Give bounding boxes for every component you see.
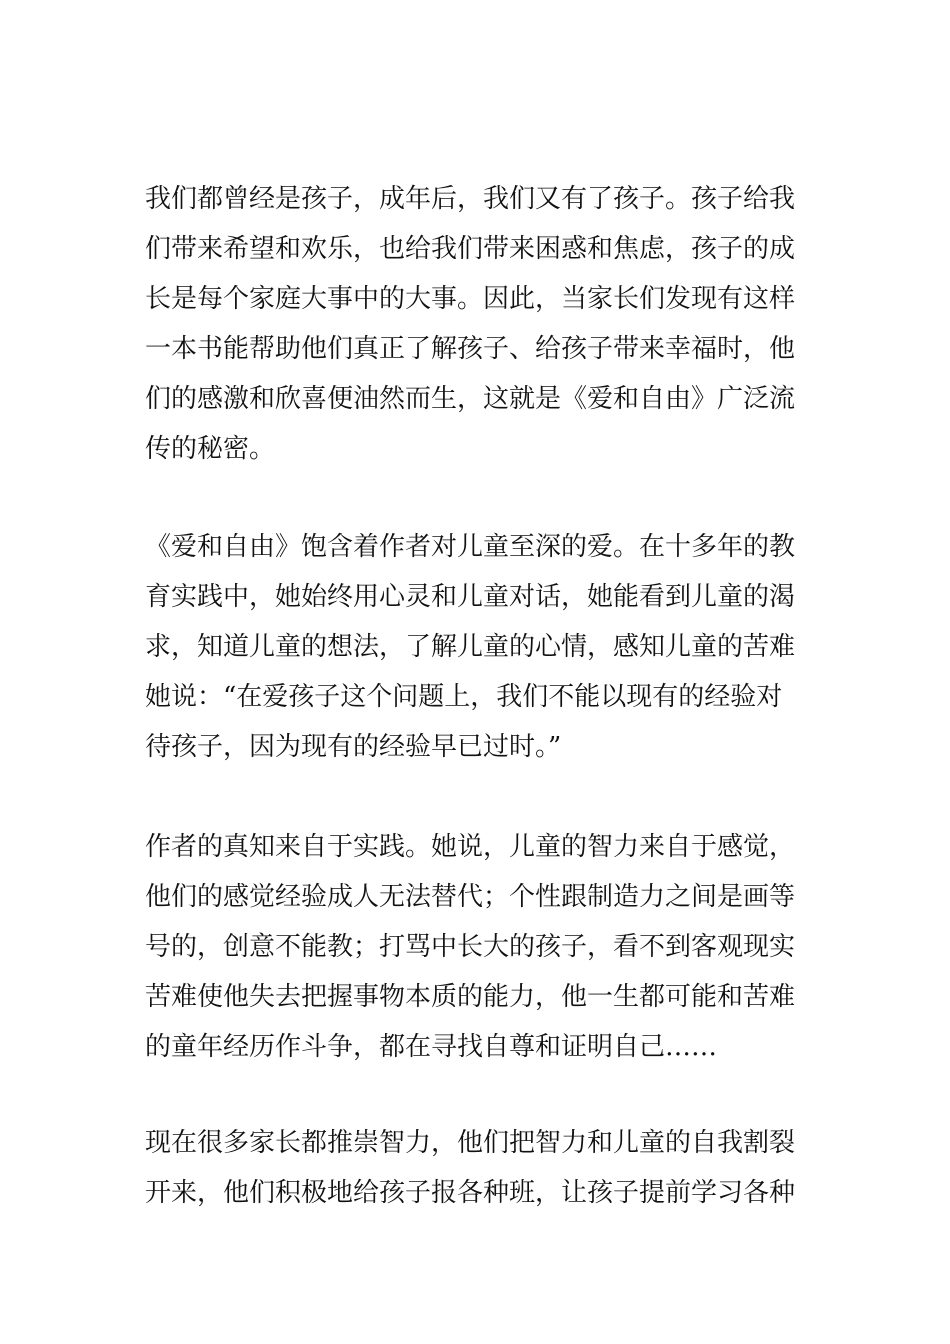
text-line: 现在很多家长都推崇智力，他们把智力和儿童的自我割裂 <box>145 1128 796 1158</box>
text-line: 求，知道儿童的想法，了解儿童的心情，感知儿童的苦难 <box>145 632 796 662</box>
text-line: 待孩子，因为现有的经验早已过时。” <box>145 732 562 762</box>
paragraph-4 <box>145 1118 815 1218</box>
paragraph-3 <box>145 822 815 1072</box>
text-line: 长是每个家庭大事中的大事。因此，当家长们发现有这样 <box>145 284 796 314</box>
text-line: 他们的感觉经验成人无法替代；个性跟制造力之间是画等 <box>145 882 796 912</box>
text-line: 一本书能帮助他们真正了解孩子、给孩子带来幸福时，他 <box>145 334 796 364</box>
text-line: 《爱和自由》饱含着作者对儿童至深的爱。在十多年的教 <box>145 532 796 562</box>
text-line: 开来，他们积极地给孩子报各种班，让孩子提前学习各种 <box>145 1178 796 1208</box>
paragraph-2 <box>145 522 815 772</box>
text-line: 她说：“在爱孩子这个问题上，我们不能以现有的经验对 <box>145 682 783 712</box>
text-line: 作者的真知来自于实践。她说，儿童的智力来自于感觉， <box>145 832 796 862</box>
text-line: 育实践中，她始终用心灵和儿童对话，她能看到儿童的渴 <box>145 582 796 612</box>
text-line: 们的感激和欣喜便油然而生，这就是《爱和自由》广泛流 <box>145 384 796 414</box>
text-line: 号的，创意不能教；打骂中长大的孩子，看不到客观现实 <box>145 932 796 962</box>
text-line: 苦难使他失去把握事物本质的能力，他一生都可能和苦难 <box>145 982 796 1012</box>
text-line: 的童年经历作斗争，都在寻找自尊和证明自己…… <box>145 1032 718 1062</box>
text-line: 传的秘密。 <box>145 434 276 464</box>
paragraph-1 <box>145 174 815 474</box>
text-line: 我们都曾经是孩子，成年后，我们又有了孩子。孩子给我 <box>145 184 796 214</box>
text-line: 们带来希望和欢乐，也给我们带来困惑和焦虑，孩子的成 <box>145 234 796 264</box>
